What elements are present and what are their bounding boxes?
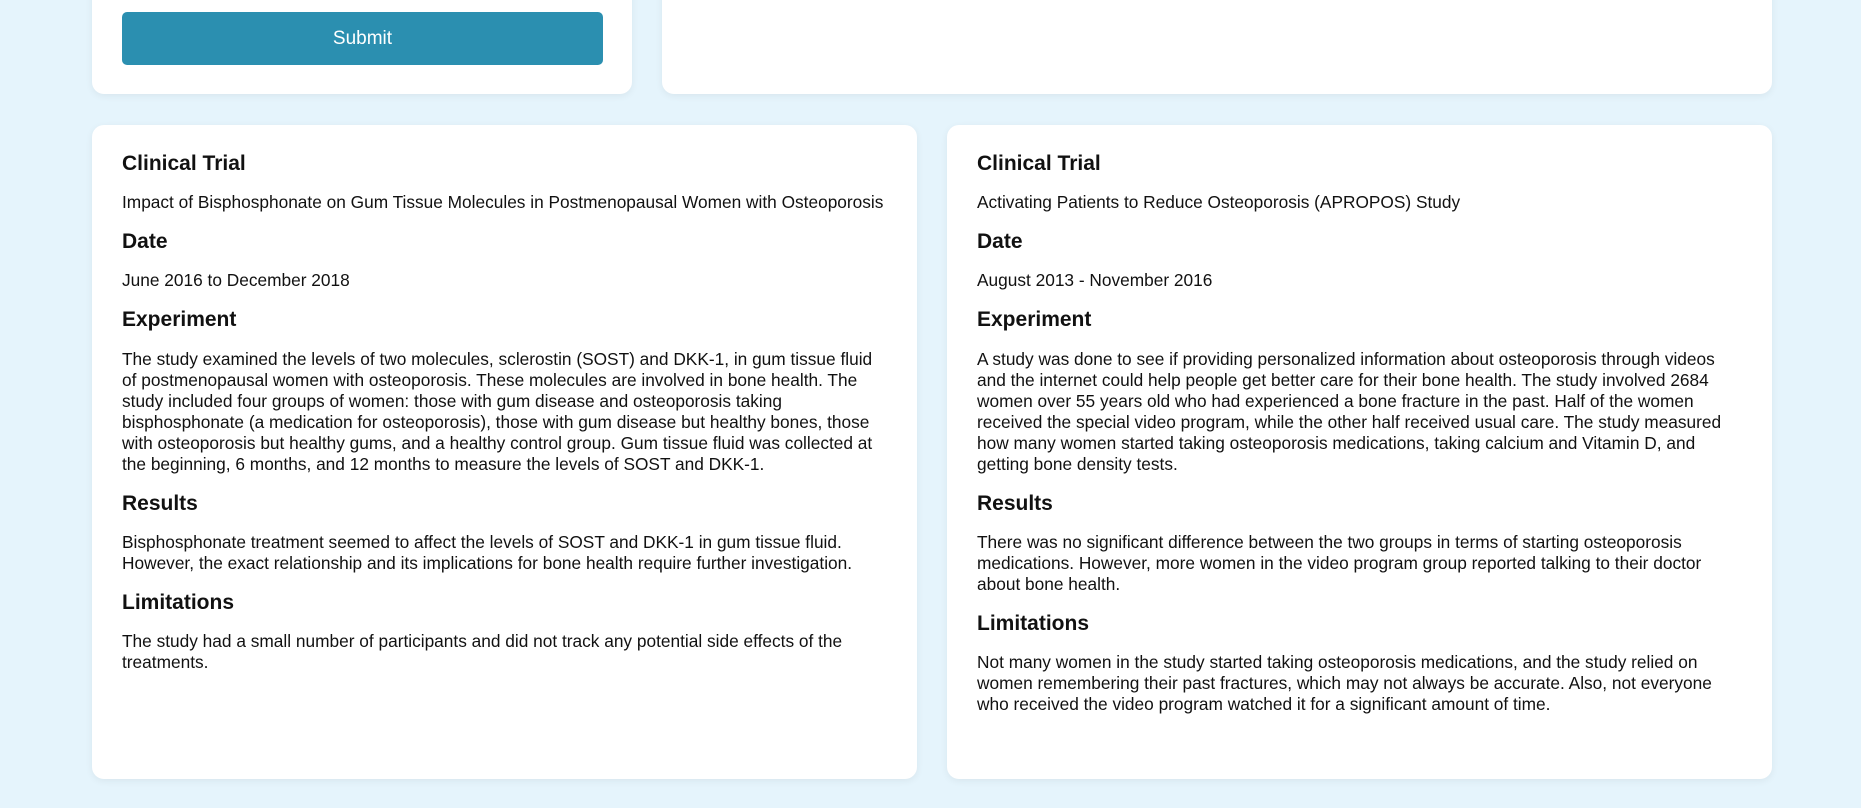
clinical-trial-heading: Clinical Trial [977,152,1101,175]
results-heading: Results [122,491,198,515]
results-header-card [662,0,1772,94]
trial-date: August 2013 - November 2016 [977,270,1213,291]
experiment-heading: Experiment [122,308,237,332]
trial-results: There was no significant difference between the two groups in terms of starting osteoporosis medications. However, more women in the video program group reported talking to their doctor about bone health. [977,531,1702,594]
date-heading: Date [977,230,1023,254]
experiment-heading: Experiment [977,308,1092,332]
search-form-card [92,0,632,94]
trial-title: Activating Patients to Reduce Osteoporosis (APROPOS) Study [977,192,1461,213]
trial-limitations: The study had a small number of participants and did not track any potential side effects of the treatments. [122,630,843,672]
trial-limitations: Not many women in the study started taking osteoporosis medications, and the study relied on women remembering their past fractures, which may not always be accurate. Also, not everyone who received the video program watched it for a significant amount of time. [977,651,1712,714]
trial-experiment: A study was done to see if providing personalized information about osteoporosis through videos and the internet could help people get better care for their bone health. The study involved 2684 women over 55 years old who had experienced a bone fracture in the past. Half of the women received the special video program, while the other half received usual care. The study measured how many women started taking osteoporosis medications, taking calcium and Vitamin D, and getting bone density tests. [977,348,1722,474]
trial-date: June 2016 to December 2018 [122,270,350,291]
limitations-heading: Limitations [122,590,235,614]
trial-experiment: The study examined the levels of two molecules, sclerostin (SOST) and DKK-1, in gum tissue fluid of postmenopausal women with osteoporosis. These molecules are involved in bone health. The study included four groups of women: those with gum disease and osteoporosis taking bisphosphonate (a medication for osteoporosis), those with gum disease but healthy bones, those with osteoporosis but healthy gums, and a healthy control group. Gum tissue fluid was collected at the beginning, 6 months, and 12 months to measure the levels of SOST and DKK-1. [122,348,873,474]
submit-button[interactable]: Submit [122,12,603,65]
limitations-heading: Limitations [977,611,1090,635]
trial-results: Bisphosphonate treatment seemed to affect the levels of SOST and DKK-1 in gum tissue fluid. However, the exact relationship and its implications for bone health require further investigation. [122,531,853,573]
results-heading: Results [977,491,1053,515]
trial-title: Impact of Bisphosphonate on Gum Tissue Molecules in Postmenopausal Women with Osteoporosis [122,192,884,213]
trial-card [947,125,1772,779]
clinical-trial-heading: Clinical Trial [122,152,246,175]
trial-card [92,125,917,779]
date-heading: Date [122,230,168,254]
